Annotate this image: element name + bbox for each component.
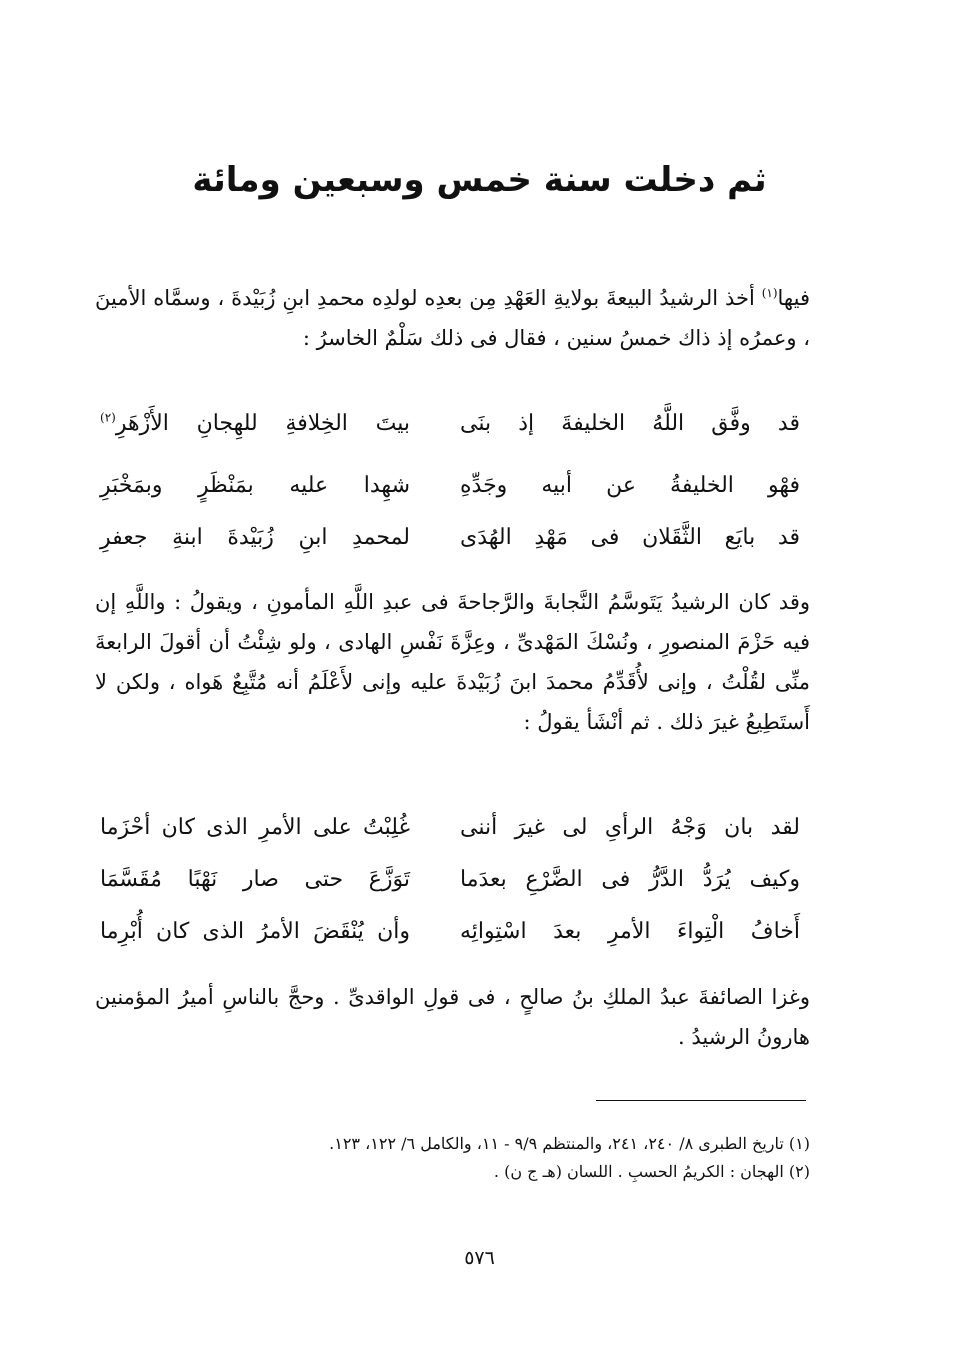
verse-first-hemistich: وكيف يُرَدُّ الدَّرُّ فى الضَّرْعِ بعدَما [460, 867, 800, 892]
intro-lead: فيها [777, 286, 810, 310]
chapter-title: ثم دخلت سنة خمس وسبعين ومائة [192, 160, 767, 200]
verse-line [100, 802, 800, 854]
body-paragraph: وقد كان الرشيدُ يَتَوسَّمُ النَّجابةَ والرَّجاحةَ فى عبدِ اللَّهِ المأمونِ ، ويقولُ : واللَّهِ إن فيه حَزْمَ المنصورِ ، ونُسْكَ المَهْدىِّ ، وعِزَّةَ نَفْسِ الهادى ، ولو شِئْتُ أن أقولَ الرابعةَ منِّى لقُلْتُ ، وإنى لأُقَدِّمُ محمدَ ابنَ زُبَيْدةَ عليه وإنى لأَعْلَمُ أنه مُتَّبِعٌ هَواه ، ولكن لا أَستَطِيعُ غيرَ ذلك . ثم أنْشَأ يقولُ : [95, 590, 810, 734]
verse-second-hemistich: غُلِبْتُ على الأمرِ الذى كان أحْزَما [100, 815, 410, 840]
verse-line [100, 460, 800, 512]
verse-first-hemistich: فهْو الخليفةُ عن أبيه وجَدِّهِ [460, 473, 800, 498]
footnote-ref-1: (١) [761, 286, 778, 300]
verse-second-hemistich [100, 398, 410, 450]
verse-first-hemistich: لقد بان وَجْهُ الرأىِ لى غيرَ أننى [460, 815, 800, 840]
verse-line [100, 512, 800, 564]
verse-first-hemistich: قد بايَع الثَّقَلان فى مَهْدِ الهُدَى [460, 525, 800, 550]
footnotes [95, 1130, 810, 1186]
intro-text: أخذ الرشيدُ البيعةَ بولايةِ العَهْدِ مِن بعدِه لولدِه محمدِ ابنِ زُبَيْدةَ ، وسمَّاه الأمينَ ، وعمرُه إذ ذاك خمسُ سنين ، فقال فى ذلك سَلْمٌ الخاسرُ : [95, 286, 810, 350]
verse-second-hemistich: شهِدا عليه بمَنْظَرٍ وبمَخْبَرِ [100, 473, 410, 498]
verse-first-hemistich: قد وفَّق اللَّهُ الخليفةَ إذ بنَى [460, 411, 800, 436]
page-number: ٥٧٦ [464, 1247, 495, 1269]
body-paragraph: وغزا الصائفةَ عبدُ الملكِ بنُ صالحٍ ، فى قولِ الواقدىِّ . وحجَّ بالناسِ أميرُ المؤمنين هارونُ الرشيدُ . [95, 985, 810, 1049]
footnote-ref-2: (٢) [100, 410, 116, 425]
verse-second-hemistich-text: بيتَ الخِلافةِ للهِجانِ الأَزْهَرِ [115, 411, 410, 436]
footnote: (١) تاريخ الطبرى ٨/ ٢٤٠، ٢٤١، والمنتظم ٩/٩ - ١١، والكامل ٦/ ١٢٢، ١٢٣. [329, 1134, 810, 1153]
verse-line [100, 398, 800, 450]
footnote-divider [596, 1100, 806, 1101]
footnote: (٢) الهجان : الكريمُ الحسبِ . اللسان (هـ ج ن) . [493, 1162, 810, 1181]
verse-line [100, 854, 800, 906]
verse-line [100, 906, 800, 958]
intro-paragraph [95, 278, 810, 358]
verse-first-hemistich: أَخافُ الْتِواءَ الأمرِ بعدَ اسْتِوائِه [460, 919, 800, 944]
verse-second-hemistich: لمحمدِ ابنِ زُبَيْدةَ ابنةِ جعفرِ [100, 525, 410, 550]
verse-second-hemistich: تَوَزَّعَ حتى صار نَهْبًا مُقَسَّمَا [100, 867, 410, 892]
verse-second-hemistich: وأن يُنْقَضَ الأمرُ الذى كان أُبْرِما [100, 919, 410, 944]
